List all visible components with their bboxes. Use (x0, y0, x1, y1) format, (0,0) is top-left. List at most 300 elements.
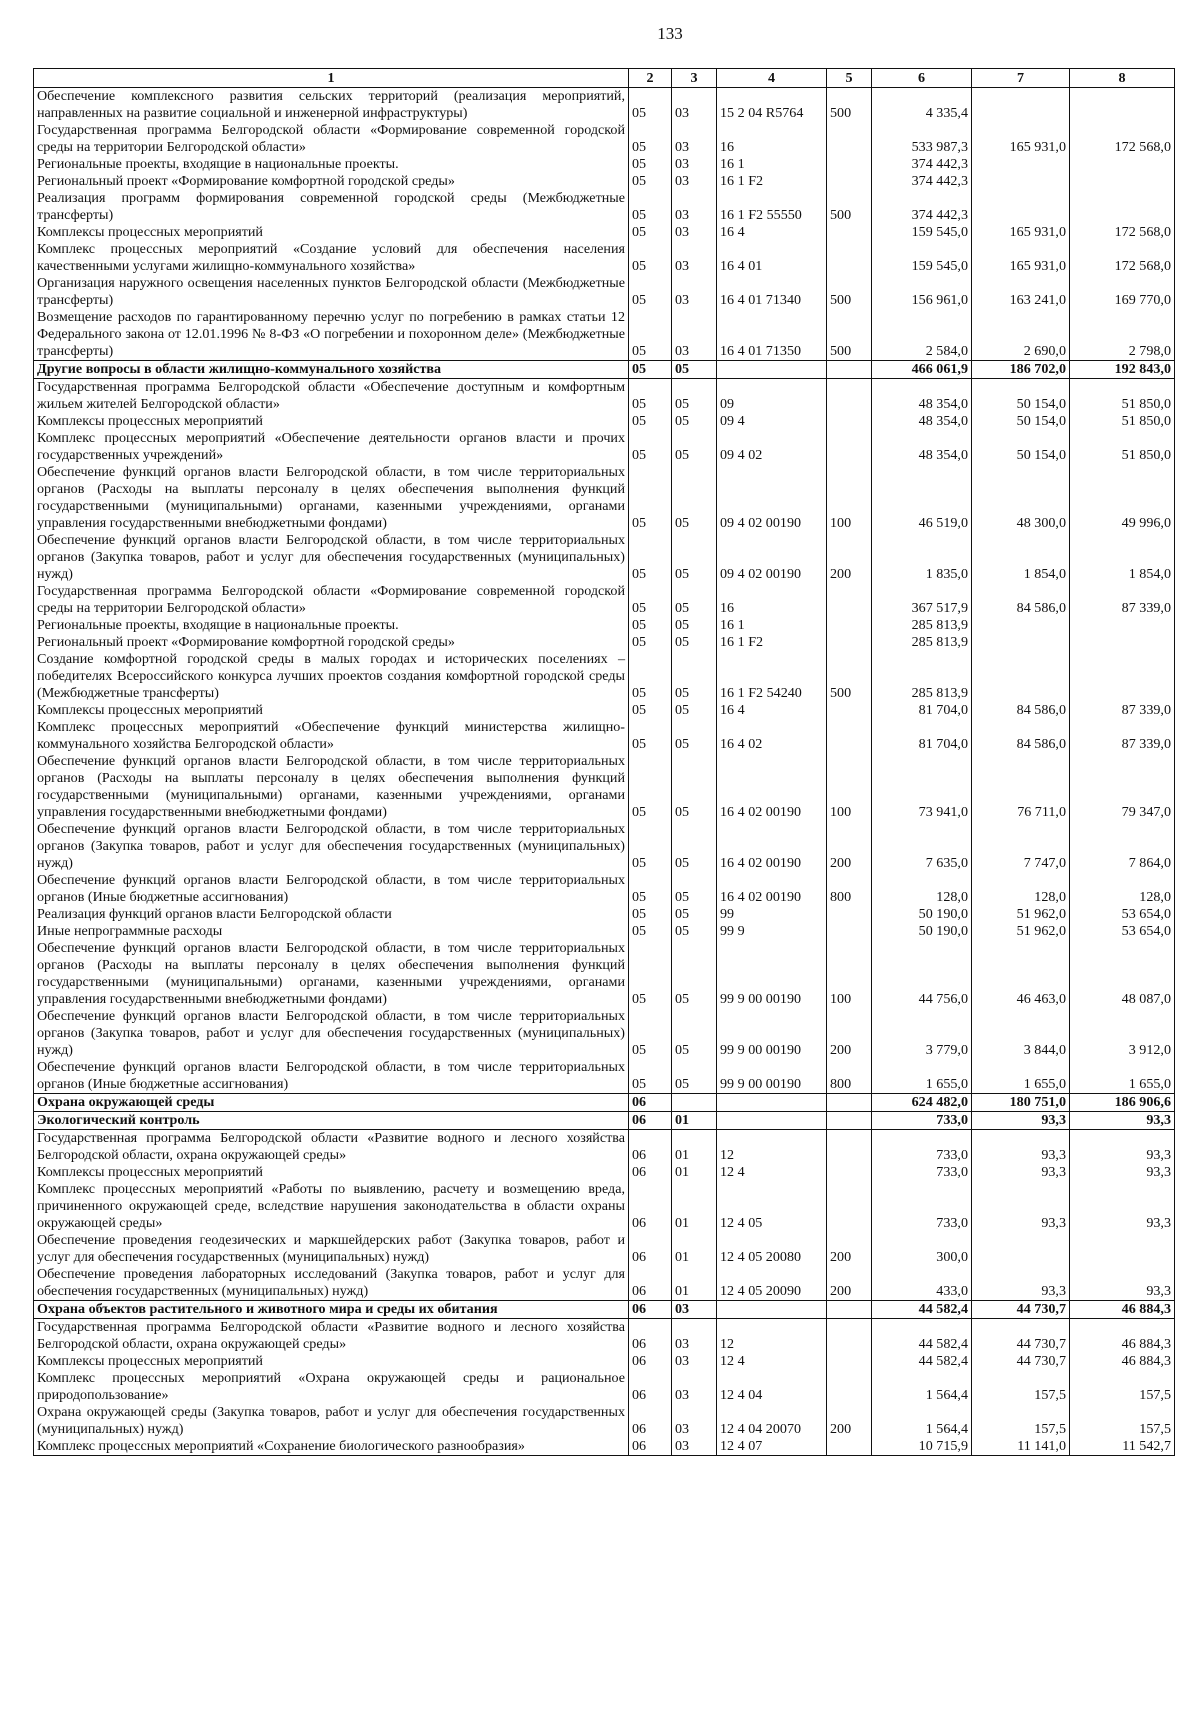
row-amount-col8: 46 884,3 (1070, 1353, 1175, 1370)
row-expense-type: 500 (827, 190, 872, 224)
row-target-article: 16 1 F2 (717, 634, 827, 651)
row-section-code: 05 (629, 88, 672, 123)
row-subsection-code: 01 (672, 1266, 717, 1301)
row-amount-col6: 156 961,0 (872, 275, 972, 309)
row-amount-col7: 180 751,0 (972, 1094, 1070, 1112)
row-target-article: 16 4 (717, 224, 827, 241)
row-subsection-code: 01 (672, 1232, 717, 1266)
row-section-code: 05 (629, 583, 672, 617)
row-section-code: 05 (629, 923, 672, 940)
row-subsection-code: 03 (672, 309, 717, 361)
row-section-code: 05 (629, 361, 672, 379)
row-amount-col7 (972, 156, 1070, 173)
table-row (34, 753, 1175, 821)
row-subsection-code: 05 (672, 1008, 717, 1059)
row-subsection-code: 03 (672, 1370, 717, 1404)
row-expense-type (827, 241, 872, 275)
row-amount-col6: 733,0 (872, 1164, 972, 1181)
row-description: Комплексы процессных мероприятий (34, 702, 629, 719)
row-description: Комплексы процессных мероприятий (34, 413, 629, 430)
row-amount-col6: 733,0 (872, 1181, 972, 1232)
row-description: Обеспечение функций органов власти Белгородской области, в том числе территориальных органов (Закупка товаров, работ и услуг для обеспечения государственных (муниципальных) нужд) (34, 1008, 629, 1059)
row-expense-type (827, 430, 872, 464)
row-section-code: 06 (629, 1438, 672, 1456)
row-amount-col8: 48 087,0 (1070, 940, 1175, 1008)
row-amount-col6: 285 813,9 (872, 634, 972, 651)
row-section-code: 05 (629, 532, 672, 583)
row-expense-type (827, 1301, 872, 1319)
row-description: Обеспечение функций органов власти Белгородской области, в том числе территориальных органов (Закупка товаров, работ и услуг для обеспечения государственных (муниципальных) нужд) (34, 821, 629, 872)
row-subsection-code: 05 (672, 753, 717, 821)
row-section-code: 05 (629, 702, 672, 719)
column-header: 3 (672, 69, 717, 88)
row-amount-col7 (972, 651, 1070, 702)
row-amount-col8: 53 654,0 (1070, 923, 1175, 940)
table-row (34, 583, 1175, 617)
row-amount-col6: 50 190,0 (872, 923, 972, 940)
row-amount-col6: 367 517,9 (872, 583, 972, 617)
table-row (34, 190, 1175, 224)
row-amount-col8: 51 850,0 (1070, 379, 1175, 414)
table-row (34, 1112, 1175, 1130)
row-target-article (717, 361, 827, 379)
row-expense-type (827, 361, 872, 379)
row-target-article (717, 1301, 827, 1319)
row-target-article: 16 1 (717, 156, 827, 173)
row-amount-col6: 44 582,4 (872, 1353, 972, 1370)
row-amount-col6: 48 354,0 (872, 413, 972, 430)
row-target-article: 16 1 F2 55550 (717, 190, 827, 224)
row-amount-col8 (1070, 617, 1175, 634)
row-section-code: 06 (629, 1181, 672, 1232)
row-subsection-code: 03 (672, 241, 717, 275)
row-target-article: 99 9 00 00190 (717, 940, 827, 1008)
row-amount-col6: 73 941,0 (872, 753, 972, 821)
row-target-article: 16 4 01 71350 (717, 309, 827, 361)
row-amount-col7: 93,3 (972, 1181, 1070, 1232)
row-amount-col8: 157,5 (1070, 1404, 1175, 1438)
row-amount-col7: 50 154,0 (972, 430, 1070, 464)
row-section-code: 05 (629, 617, 672, 634)
row-description: Обеспечение проведения геодезических и маркшейдерских работ (Закупка товаров, работ и услуг для обеспечения государственных (муниципальных) нужд) (34, 1232, 629, 1266)
row-expense-type (827, 1353, 872, 1370)
row-description: Создание комфортной городской среды в малых городах и исторических поселениях – победителях Всероссийского конкурса лучших проектов создания комфортной городской среды (Межбюджетные трансферты) (34, 651, 629, 702)
row-amount-col8: 46 884,3 (1070, 1319, 1175, 1354)
table-row (34, 464, 1175, 532)
row-subsection-code (672, 1094, 717, 1112)
row-amount-col6: 50 190,0 (872, 906, 972, 923)
row-amount-col7: 51 962,0 (972, 906, 1070, 923)
row-amount-col7: 165 931,0 (972, 241, 1070, 275)
row-amount-col8: 169 770,0 (1070, 275, 1175, 309)
row-subsection-code: 01 (672, 1181, 717, 1232)
row-amount-col8: 87 339,0 (1070, 702, 1175, 719)
row-expense-type: 800 (827, 872, 872, 906)
row-amount-col8: 87 339,0 (1070, 583, 1175, 617)
column-header: 8 (1070, 69, 1175, 88)
row-amount-col6: 7 635,0 (872, 821, 972, 872)
row-expense-type: 200 (827, 1404, 872, 1438)
row-description: Организация наружного освещения населенных пунктов Белгородской области (Межбюджетные трансферты) (34, 275, 629, 309)
row-subsection-code: 05 (672, 430, 717, 464)
row-description: Комплексы процессных мероприятий (34, 224, 629, 241)
row-description: Обеспечение комплексного развития сельских территорий (реализация мероприятий, направленных на развитие социальной и инженерной инфраструктуры) (34, 88, 629, 123)
row-subsection-code: 05 (672, 940, 717, 1008)
row-description: Государственная программа Белгородской области «Формирование современной городской среды на территории Белгородской области» (34, 583, 629, 617)
row-description: Обеспечение функций органов власти Белгородской области, в том числе территориальных органов (Иные бюджетные ассигнования) (34, 1059, 629, 1094)
row-amount-col7 (972, 173, 1070, 190)
row-section-code: 06 (629, 1112, 672, 1130)
row-target-article: 16 1 (717, 617, 827, 634)
row-section-code: 05 (629, 719, 672, 753)
row-section-code: 06 (629, 1232, 672, 1266)
table-row (34, 1008, 1175, 1059)
row-amount-col8: 172 568,0 (1070, 122, 1175, 156)
row-expense-type (827, 906, 872, 923)
row-expense-type (827, 1370, 872, 1404)
row-expense-type (827, 156, 872, 173)
row-amount-col8: 172 568,0 (1070, 241, 1175, 275)
row-section-code: 05 (629, 224, 672, 241)
row-section-code: 05 (629, 275, 672, 309)
row-subsection-code: 05 (672, 379, 717, 414)
row-amount-col6: 81 704,0 (872, 719, 972, 753)
row-expense-type (827, 224, 872, 241)
table-row (34, 379, 1175, 414)
row-subsection-code: 03 (672, 275, 717, 309)
row-section-code: 06 (629, 1319, 672, 1354)
row-amount-col8: 1 655,0 (1070, 1059, 1175, 1094)
row-amount-col8: 192 843,0 (1070, 361, 1175, 379)
row-amount-col8 (1070, 651, 1175, 702)
column-header: 7 (972, 69, 1070, 88)
row-section-code: 05 (629, 940, 672, 1008)
row-amount-col6: 1 835,0 (872, 532, 972, 583)
row-amount-col6: 1 655,0 (872, 1059, 972, 1094)
table-row (34, 821, 1175, 872)
row-expense-type: 200 (827, 1232, 872, 1266)
row-section-code: 05 (629, 1008, 672, 1059)
table-row (34, 719, 1175, 753)
row-amount-col6: 1 564,4 (872, 1404, 972, 1438)
row-amount-col6: 533 987,3 (872, 122, 972, 156)
row-expense-type (827, 1094, 872, 1112)
row-amount-col7: 44 730,7 (972, 1353, 1070, 1370)
row-expense-type (827, 634, 872, 651)
table-row (34, 309, 1175, 361)
row-expense-type (827, 122, 872, 156)
row-target-article: 16 4 01 (717, 241, 827, 275)
page-number: 133 (657, 24, 683, 43)
table-row (34, 275, 1175, 309)
row-description: Региональные проекты, входящие в национальные проекты. (34, 617, 629, 634)
row-amount-col7: 7 747,0 (972, 821, 1070, 872)
row-amount-col6: 374 442,3 (872, 173, 972, 190)
table-row (34, 88, 1175, 123)
row-section-code: 05 (629, 1059, 672, 1094)
row-section-code: 05 (629, 156, 672, 173)
row-description: Комплекс процессных мероприятий «Обеспечение функций министерства жилищно-коммунального хозяйства Белгородской области» (34, 719, 629, 753)
row-amount-col8: 53 654,0 (1070, 906, 1175, 923)
row-subsection-code: 05 (672, 583, 717, 617)
row-expense-type: 500 (827, 88, 872, 123)
row-target-article: 12 4 (717, 1353, 827, 1370)
row-amount-col6: 48 354,0 (872, 379, 972, 414)
row-target-article: 12 4 05 (717, 1181, 827, 1232)
row-expense-type: 100 (827, 940, 872, 1008)
row-subsection-code: 03 (672, 1353, 717, 1370)
row-target-article: 16 4 02 (717, 719, 827, 753)
row-amount-col7: 128,0 (972, 872, 1070, 906)
row-expense-type: 200 (827, 532, 872, 583)
row-amount-col8: 2 798,0 (1070, 309, 1175, 361)
row-target-article: 12 4 05 20080 (717, 1232, 827, 1266)
row-subsection-code: 05 (672, 872, 717, 906)
row-amount-col8 (1070, 1232, 1175, 1266)
row-section-code: 06 (629, 1094, 672, 1112)
row-subsection-code: 05 (672, 651, 717, 702)
row-amount-col8: 186 906,6 (1070, 1094, 1175, 1112)
row-amount-col7 (972, 190, 1070, 224)
row-amount-col6: 10 715,9 (872, 1438, 972, 1456)
table-row (34, 413, 1175, 430)
column-header: 1 (34, 69, 629, 88)
row-target-article: 09 (717, 379, 827, 414)
row-amount-col7: 186 702,0 (972, 361, 1070, 379)
row-amount-col6: 374 442,3 (872, 156, 972, 173)
row-description: Государственная программа Белгородской области «Обеспечение доступным и комфортным жильем жителей Белгородской области» (34, 379, 629, 414)
row-description: Обеспечение функций органов власти Белгородской области, в том числе территориальных органов (Расходы на выплаты персоналу в целях обеспечения выполнения функций государственными (муниципальными) органами, казенными учреждениями, органами управления государственными внебюджетными фондами) (34, 753, 629, 821)
table-row (34, 940, 1175, 1008)
row-amount-col6: 4 335,4 (872, 88, 972, 123)
table-row (34, 923, 1175, 940)
row-expense-type (827, 583, 872, 617)
row-amount-col6: 733,0 (872, 1130, 972, 1165)
row-amount-col7: 48 300,0 (972, 464, 1070, 532)
row-description: Комплекс процессных мероприятий «Охрана окружающей среды и рациональное природопользование» (34, 1370, 629, 1404)
row-subsection-code: 03 (672, 190, 717, 224)
row-amount-col6: 3 779,0 (872, 1008, 972, 1059)
row-target-article: 12 4 05 20090 (717, 1266, 827, 1301)
table-row (34, 1370, 1175, 1404)
table-row (34, 430, 1175, 464)
row-amount-col7: 51 962,0 (972, 923, 1070, 940)
row-description: Государственная программа Белгородской области «Развитие водного и лесного хозяйства Белгородской области, охрана окружающей среды» (34, 1319, 629, 1354)
row-description: Обеспечение функций органов власти Белгородской области, в том числе территориальных органов (Расходы на выплаты персоналу в целях обеспечения выполнения функций государственными (муниципальными) органами, казенными учреждениями, органами управления государственными внебюджетными фондами) (34, 464, 629, 532)
row-target-article: 09 4 02 (717, 430, 827, 464)
table-header-row (34, 69, 1175, 88)
row-amount-col8: 79 347,0 (1070, 753, 1175, 821)
row-amount-col7: 44 730,7 (972, 1319, 1070, 1354)
row-amount-col8: 51 850,0 (1070, 413, 1175, 430)
table-row (34, 617, 1175, 634)
row-section-code: 06 (629, 1404, 672, 1438)
row-amount-col8 (1070, 190, 1175, 224)
row-amount-col8: 87 339,0 (1070, 719, 1175, 753)
row-section-code: 05 (629, 413, 672, 430)
row-section-code: 06 (629, 1266, 672, 1301)
row-description: Возмещение расходов по гарантированному перечню услуг по погребению в рамках статьи 12 Федерального закона от 12.01.1996 № 8-ФЗ «О погребении и похоронном деле» (Межбюджетные трансферты) (34, 309, 629, 361)
row-description: Комплекс процессных мероприятий «Обеспечение деятельности органов власти и прочих государственных учреждений» (34, 430, 629, 464)
budget-table (33, 68, 1175, 1456)
row-expense-type: 200 (827, 1266, 872, 1301)
row-amount-col6: 374 442,3 (872, 190, 972, 224)
row-target-article (717, 1112, 827, 1130)
row-subsection-code: 05 (672, 923, 717, 940)
row-description: Государственная программа Белгородской области «Формирование современной городской среды на территории Белгородской области» (34, 122, 629, 156)
row-amount-col7 (972, 1232, 1070, 1266)
row-expense-type (827, 617, 872, 634)
row-amount-col7 (972, 634, 1070, 651)
row-amount-col6: 44 756,0 (872, 940, 972, 1008)
row-target-article: 16 4 02 00190 (717, 872, 827, 906)
column-header: 6 (872, 69, 972, 88)
row-expense-type (827, 719, 872, 753)
row-description: Охрана окружающей среды (Закупка товаров, работ и услуг для обеспечения государственных (муниципальных) нужд) (34, 1404, 629, 1438)
column-header: 2 (629, 69, 672, 88)
row-target-article: 09 4 02 00190 (717, 532, 827, 583)
row-expense-type: 500 (827, 651, 872, 702)
row-amount-col6: 44 582,4 (872, 1301, 972, 1319)
table-row (34, 532, 1175, 583)
row-description: Комплекс процессных мероприятий «Создание условий для обеспечения населения качественными услугами жилищно-коммунального хозяйства» (34, 241, 629, 275)
row-description: Иные непрограммные расходы (34, 923, 629, 940)
row-amount-col7: 76 711,0 (972, 753, 1070, 821)
table-row (34, 241, 1175, 275)
row-section-code: 05 (629, 821, 672, 872)
row-amount-col6: 300,0 (872, 1232, 972, 1266)
row-description: Охрана окружающей среды (34, 1094, 629, 1112)
table-row (34, 1164, 1175, 1181)
row-expense-type (827, 1164, 872, 1181)
row-amount-col8: 51 850,0 (1070, 430, 1175, 464)
table-row (34, 173, 1175, 190)
row-amount-col6: 128,0 (872, 872, 972, 906)
row-subsection-code: 05 (672, 634, 717, 651)
row-subsection-code: 05 (672, 719, 717, 753)
row-target-article: 12 4 04 (717, 1370, 827, 1404)
table-row (34, 1094, 1175, 1112)
row-amount-col8: 46 884,3 (1070, 1301, 1175, 1319)
row-amount-col7: 157,5 (972, 1404, 1070, 1438)
row-target-article: 16 1 F2 (717, 173, 827, 190)
row-amount-col6: 285 813,9 (872, 617, 972, 634)
row-amount-col8: 3 912,0 (1070, 1008, 1175, 1059)
row-amount-col6: 285 813,9 (872, 651, 972, 702)
row-target-article: 12 4 (717, 1164, 827, 1181)
row-expense-type: 200 (827, 1008, 872, 1059)
row-expense-type (827, 413, 872, 430)
row-subsection-code: 05 (672, 464, 717, 532)
row-subsection-code: 03 (672, 1301, 717, 1319)
row-target-article: 12 4 04 20070 (717, 1404, 827, 1438)
row-target-article: 16 4 02 00190 (717, 753, 827, 821)
row-expense-type (827, 173, 872, 190)
row-description: Региональный проект «Формирование комфортной городской среды» (34, 173, 629, 190)
row-amount-col7: 46 463,0 (972, 940, 1070, 1008)
row-description: Охрана объектов растительного и животного мира и среды их обитания (34, 1301, 629, 1319)
row-amount-col7: 157,5 (972, 1370, 1070, 1404)
table-row (34, 651, 1175, 702)
row-expense-type (827, 1181, 872, 1232)
row-expense-type: 500 (827, 275, 872, 309)
row-subsection-code: 03 (672, 1319, 717, 1354)
row-expense-type: 800 (827, 1059, 872, 1094)
row-subsection-code: 03 (672, 1404, 717, 1438)
table-row (34, 1130, 1175, 1165)
table-row (34, 702, 1175, 719)
row-target-article: 09 4 (717, 413, 827, 430)
row-section-code: 06 (629, 1370, 672, 1404)
table-row (34, 906, 1175, 923)
row-subsection-code: 05 (672, 702, 717, 719)
row-section-code: 06 (629, 1353, 672, 1370)
table-row (34, 872, 1175, 906)
row-target-article: 12 (717, 1130, 827, 1165)
row-amount-col8: 93,3 (1070, 1130, 1175, 1165)
row-amount-col7: 84 586,0 (972, 583, 1070, 617)
row-description: Региональные проекты, входящие в национальные проекты. (34, 156, 629, 173)
row-amount-col7: 93,3 (972, 1130, 1070, 1165)
row-subsection-code: 05 (672, 1059, 717, 1094)
row-amount-col8: 11 542,7 (1070, 1438, 1175, 1456)
row-amount-col6: 733,0 (872, 1112, 972, 1130)
row-subsection-code: 01 (672, 1130, 717, 1165)
row-amount-col6: 624 482,0 (872, 1094, 972, 1112)
row-subsection-code: 03 (672, 88, 717, 123)
row-amount-col8: 49 996,0 (1070, 464, 1175, 532)
row-amount-col8: 7 864,0 (1070, 821, 1175, 872)
row-expense-type (827, 923, 872, 940)
row-description: Обеспечение функций органов власти Белгородской области, в том числе территориальных органов (Расходы на выплаты персоналу в целях обеспечения выполнения функций государственными (муниципальными) органами, казенными учреждениями, органами управления государственными внебюджетными фондами) (34, 940, 629, 1008)
row-amount-col6: 1 564,4 (872, 1370, 972, 1404)
row-amount-col7: 165 931,0 (972, 224, 1070, 241)
column-header: 4 (717, 69, 827, 88)
row-section-code: 06 (629, 1164, 672, 1181)
row-subsection-code: 03 (672, 156, 717, 173)
row-amount-col8 (1070, 156, 1175, 173)
row-amount-col8: 1 854,0 (1070, 532, 1175, 583)
table-row (34, 156, 1175, 173)
row-amount-col7: 3 844,0 (972, 1008, 1070, 1059)
row-section-code: 05 (629, 241, 672, 275)
row-amount-col6: 159 545,0 (872, 241, 972, 275)
row-subsection-code: 05 (672, 532, 717, 583)
row-amount-col8: 93,3 (1070, 1266, 1175, 1301)
row-amount-col8: 93,3 (1070, 1112, 1175, 1130)
row-target-article: 16 (717, 583, 827, 617)
row-amount-col8: 93,3 (1070, 1164, 1175, 1181)
row-amount-col8 (1070, 634, 1175, 651)
row-description: Региональный проект «Формирование комфортной городской среды» (34, 634, 629, 651)
row-expense-type: 100 (827, 753, 872, 821)
row-description: Другие вопросы в области жилищно-коммунального хозяйства (34, 361, 629, 379)
row-section-code: 05 (629, 464, 672, 532)
row-amount-col6: 466 061,9 (872, 361, 972, 379)
row-expense-type (827, 1112, 872, 1130)
row-description: Обеспечение функций органов власти Белгородской области, в том числе территориальных органов (Иные бюджетные ассигнования) (34, 872, 629, 906)
row-amount-col7: 84 586,0 (972, 719, 1070, 753)
row-amount-col7: 163 241,0 (972, 275, 1070, 309)
table-row (34, 1438, 1175, 1456)
row-amount-col6: 46 519,0 (872, 464, 972, 532)
row-target-article: 16 (717, 122, 827, 156)
row-expense-type: 100 (827, 464, 872, 532)
row-subsection-code: 03 (672, 122, 717, 156)
table-row (34, 122, 1175, 156)
row-amount-col7: 2 690,0 (972, 309, 1070, 361)
table-row (34, 224, 1175, 241)
